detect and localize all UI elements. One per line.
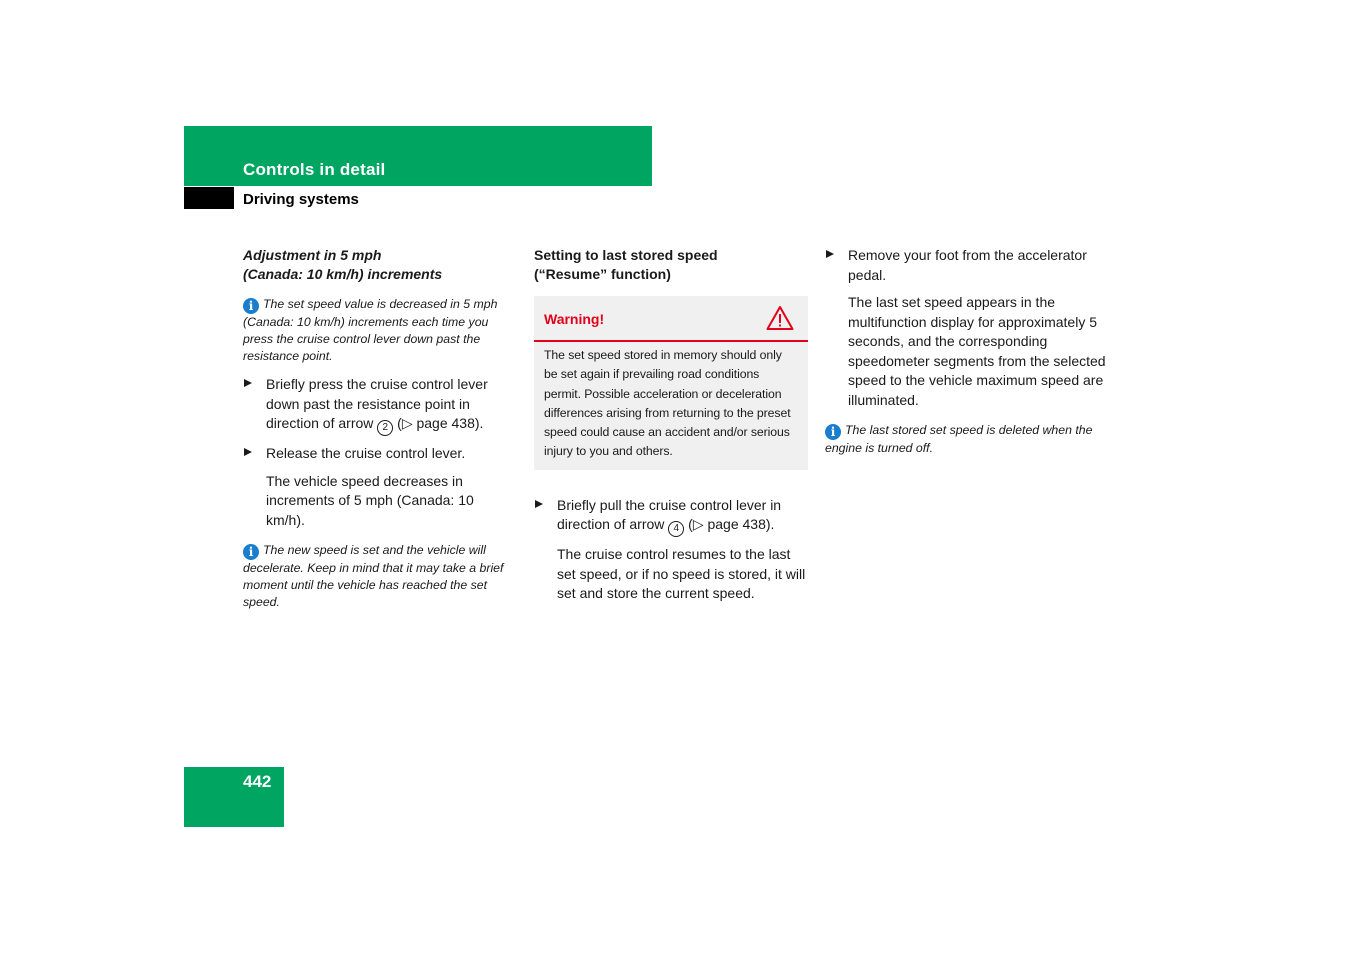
arrow-number-badge: 2 (377, 420, 393, 436)
triangle-bullet-icon (826, 250, 834, 258)
triangle-bullet-icon (244, 379, 252, 387)
column-1 (243, 246, 515, 621)
page-number: 442 (243, 772, 272, 791)
instruction-step: Release the cruise control lever. (243, 444, 515, 464)
info-icon: i (825, 424, 841, 440)
warning-title: Warning! (544, 311, 605, 327)
info-icon: i (243, 298, 259, 314)
warning-triangle-icon (766, 305, 794, 331)
instruction-step: Briefly press the cruise control lever down past the resistance point in direction of arrow 2 (▷ page 438). (243, 375, 515, 436)
info-note: i The set speed value is decreased in 5 mph (Canada: 10 km/h) increments each time you press the cruise control lever down past the resistance point. (243, 297, 498, 363)
triangle-bullet-icon (535, 500, 543, 508)
info-note: i The last stored set speed is deleted when the engine is turned off. (825, 423, 1093, 455)
column-3 (825, 246, 1107, 467)
instruction-step: Remove your foot from the accelerator pedal. (825, 246, 1107, 285)
instruction-step: Briefly pull the cruise control lever in direction of arrow 4 (▷ page 438). (534, 496, 808, 538)
column-2-heading: Setting to last stored speed (“Resume” function) (534, 247, 718, 282)
warning-header (534, 296, 808, 342)
step-result: The last set speed appears in the multifunction display for approximately 5 seconds, and the corresponding speedometer segments from the selected speed to the vehicle maximum speed are illuminated. (848, 294, 1106, 408)
warning-text: The set speed stored in memory should only be set again if prevailing road conditions permit. Possible acceleration or deceleration differences arising from returning to the preset speed could cause an accident and/or serious injury to you and others. (544, 348, 791, 459)
step-result: The cruise control resumes to the last set speed, or if no speed is stored, it will set and store the current speed. (557, 546, 806, 602)
subsection-title: Driving systems (243, 191, 359, 208)
arrow-number-badge: 4 (668, 521, 684, 537)
section-title: Controls in detail (243, 160, 386, 179)
info-icon: i (243, 544, 259, 560)
column-1-heading: Adjustment in 5 mph (Canada: 10 km/h) increments (243, 247, 443, 282)
triangle-bullet-icon (244, 448, 252, 456)
section-tab-marker (184, 187, 234, 209)
column-2 (534, 246, 808, 616)
info-note: i The new speed is set and the vehicle will decelerate. Keep in mind that it may take a brief moment until the vehicle has reached the set speed. (243, 543, 504, 609)
step-result: The vehicle speed decreases in increments of 5 mph (Canada: 10 km/h). (266, 472, 474, 528)
warning-box (534, 296, 808, 470)
